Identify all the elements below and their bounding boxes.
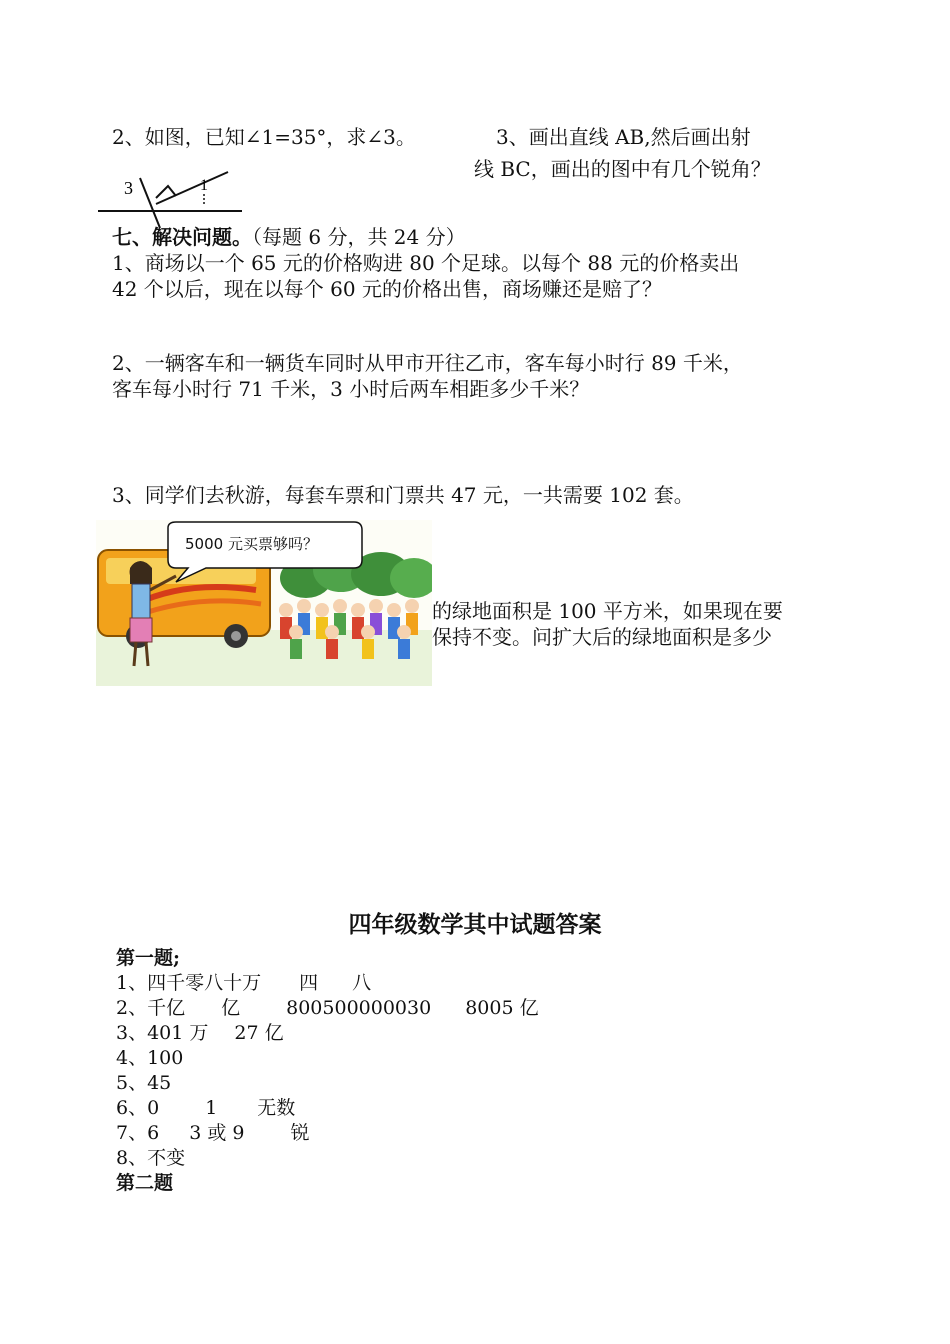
q7-problem-2-line1: 2、一辆客车和一辆货车同时从甲市开往乙市，客车每小时行 89 千米，	[112, 351, 743, 375]
answer-value: 45	[147, 1072, 172, 1094]
figure-label-1: 1	[200, 177, 208, 194]
q7-problem-3: 3、同学们去秋游，每套车票和门票共 47 元，一共需要 102 套。	[112, 483, 694, 507]
answer-value: 锐	[290, 1122, 310, 1144]
answer-value: 27 亿	[234, 1022, 284, 1044]
answer-value: 无数	[257, 1097, 296, 1119]
q7-heading-row	[112, 224, 466, 250]
answer-value: 四千零八十万	[147, 972, 262, 994]
q6-problem-3-line2: 线 BC，画出的图中有几个锐角？	[474, 157, 771, 181]
q7-problem-1-line2: 42 个以后，现在以每个 60 元的价格出售，商场赚还是赔了？	[112, 277, 662, 301]
answer-row	[116, 1121, 309, 1145]
answer-row	[116, 1021, 284, 1045]
q6-problem-2: 2、如图，已知∠1=35°，求∠3。	[112, 125, 416, 149]
q6-problem-3-line1: 3、画出直线 AB,然后画出射	[496, 125, 751, 149]
q7-problem-4-line1: 的绿地面积是 100 平方米，如果现在要	[432, 599, 783, 623]
answer-value: 401 万	[147, 1022, 209, 1044]
answer-row	[116, 1146, 185, 1170]
answer-value: 0	[147, 1097, 160, 1119]
answer-row	[116, 1096, 295, 1120]
answer-value: 八	[352, 972, 372, 994]
q7-heading: 七、解决问题。	[112, 225, 252, 249]
answer-number: 6、	[116, 1097, 148, 1119]
q7-problem-1-line1: 1、商场以一个 65 元的价格购进 80 个足球。以每个 88 元的价格卖出	[112, 251, 740, 275]
q7-problem-4-line2: 保持不变。问扩大后的绿地面积是多少	[432, 625, 772, 649]
answer-value: 亿	[221, 997, 241, 1019]
answer-number: 3、	[116, 1022, 148, 1044]
answers-title: 四年级数学其中试题答案	[348, 911, 602, 938]
answer-number: 5、	[116, 1072, 148, 1094]
answer-value: 100	[147, 1047, 184, 1069]
speech-bubble-text: 5000 元买票够吗？	[185, 535, 318, 553]
answer-value: 3 或 9	[189, 1122, 245, 1144]
answer-number: 8、	[116, 1147, 148, 1169]
answers-section-1: 第一题;	[116, 947, 181, 969]
answer-number: 4、	[116, 1047, 148, 1069]
answer-row	[116, 996, 539, 1020]
answer-row	[116, 1046, 183, 1070]
answer-value: 6	[147, 1122, 160, 1144]
answer-number: 1、	[116, 972, 148, 994]
answer-number: 2、	[116, 997, 148, 1019]
answer-row	[116, 1071, 171, 1095]
answer-value: 8005 亿	[465, 997, 539, 1019]
answer-value: 千亿	[147, 997, 186, 1019]
answer-value: 800500000030	[286, 997, 432, 1019]
angle-figure	[96, 168, 246, 230]
answer-row	[116, 971, 371, 995]
answer-number: 7、	[116, 1122, 148, 1144]
figure-label-3: 3	[124, 178, 133, 198]
q7-points: （每题 6 分，共 24 分）	[252, 225, 466, 249]
answer-value: 不变	[147, 1147, 186, 1169]
answers-section-2: 第二题	[116, 1172, 174, 1194]
q7-problem-2-line2: 客车每小时行 71 千米，3 小时后两车相距多少千米？	[112, 377, 590, 401]
answer-value: 四	[299, 972, 319, 994]
answer-value: 1	[205, 1097, 218, 1119]
